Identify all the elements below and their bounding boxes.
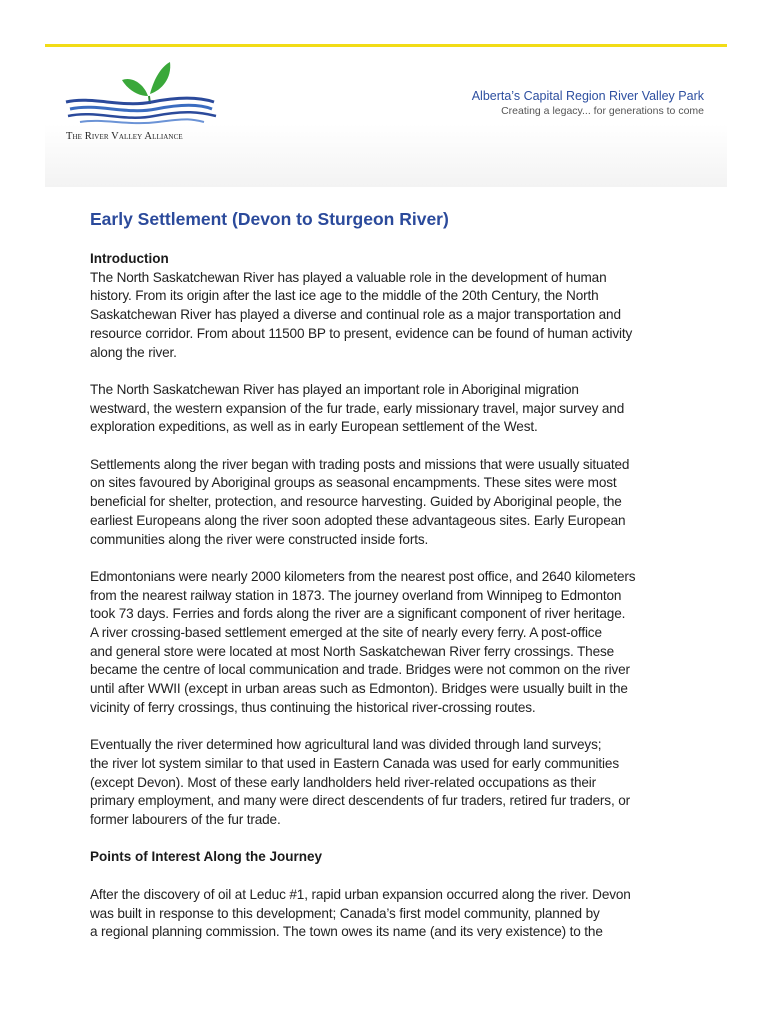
text-line: Settlements along the river began with trading posts and missions that were usually situated — [90, 456, 630, 472]
text-line: primary employment, and many were direct descendents of fur traders, retired fur traders, or — [90, 793, 630, 809]
text-line: (except Devon). Most of these early landholders held river-related occupations as their — [90, 774, 597, 790]
paragraph-devon — [90, 886, 690, 942]
paragraph-aboriginal-migration — [90, 381, 690, 437]
text-line: on sites favoured by Aboriginal groups as seasonal encampments. These sites were most — [90, 475, 617, 491]
paragraph-settlements — [90, 456, 690, 550]
leaf-river-logo-icon — [62, 58, 222, 130]
text-line: history. From its origin after the last ice age to the middle of the 20th Century, the North — [90, 288, 599, 304]
document-title: Early Settlement (Devon to Sturgeon River) — [90, 209, 449, 229]
text-line: The North Saskatchewan River has played an important role in Aboriginal migration — [90, 381, 579, 397]
text-line: resource corridor. From about 11500 BP to present, evidence can be found of human activity — [90, 325, 633, 341]
text-line: vicinity of ferry crossings, thus continuing the historical river-crossing routes. — [90, 699, 536, 715]
points-of-interest-heading: Points of Interest Along the Journey — [90, 849, 323, 865]
text-line: was built in response to this development; Canada’s first model community, planned by — [90, 905, 600, 921]
header-tagline — [472, 88, 704, 118]
river-valley-alliance-logo — [62, 58, 222, 148]
text-line: earliest Europeans along the river soon adopted these advantageous sites. Early European — [90, 512, 626, 528]
text-line: until after WWII (except in urban areas such as Edmonton). Bridges were usually built in the — [90, 681, 628, 697]
paragraph-ferries — [90, 568, 690, 718]
intro-heading: Introduction — [90, 251, 169, 266]
intro-paragraph — [90, 269, 690, 363]
logo-wordmark: The River Valley Alliance — [66, 131, 183, 142]
text-line: and general store were located at most North Saskatchewan River ferry crossings. These — [90, 643, 615, 659]
text-line: beneficial for shelter, protection, and resource harvesting. Guided by Aboriginal people, the — [90, 494, 622, 510]
text-line: westward, the western expansion of the fur trade, early missionary travel, major survey and — [90, 400, 625, 416]
text-line: Edmontonians were nearly 2000 kilometers from the nearest post office, and 2640 kilometers — [90, 568, 636, 584]
text-line: took 73 days. Ferries and fords along the river are a significant component of river heritage. — [90, 606, 626, 622]
text-line: A river crossing-based settlement emerged at the site of nearly every ferry. A post-office — [90, 625, 602, 641]
text-line: exploration expeditions, as well as in early European settlement of the West. — [90, 419, 538, 435]
text-line: became the centre of local communication and trade. Bridges were not common on the river — [90, 662, 630, 678]
text-line: from the nearest railway station in 1873. The journey overland from Winnipeg to Edmonton — [90, 587, 622, 603]
paragraph-land-surveys — [90, 736, 690, 830]
text-line: along the river. — [90, 344, 177, 360]
text-line: Eventually the river determined how agricultural land was divided through land surveys; — [90, 737, 602, 753]
tagline-title: Alberta’s Capital Region River Valley Park — [471, 89, 704, 103]
text-line: The North Saskatchewan River has played a valuable role in the development of human — [90, 269, 607, 285]
text-line: former labourers of the fur trade. — [90, 812, 281, 828]
document-body — [90, 207, 690, 942]
text-line: communities along the river were constructed inside forts. — [90, 531, 429, 547]
text-line: After the discovery of oil at Leduc #1, rapid urban expansion occurred along the river. Devon — [90, 886, 631, 902]
text-line: Saskatchewan River has played a diverse and continual role as a major transportation and — [90, 307, 621, 323]
text-line: the river lot system similar to that used in Eastern Canada was used for early communities — [90, 755, 619, 771]
tagline-subtitle: Creating a legacy... for generations to come — [501, 105, 704, 117]
text-line: a regional planning commission. The town owes its name (and its very existence) to the — [90, 924, 603, 940]
